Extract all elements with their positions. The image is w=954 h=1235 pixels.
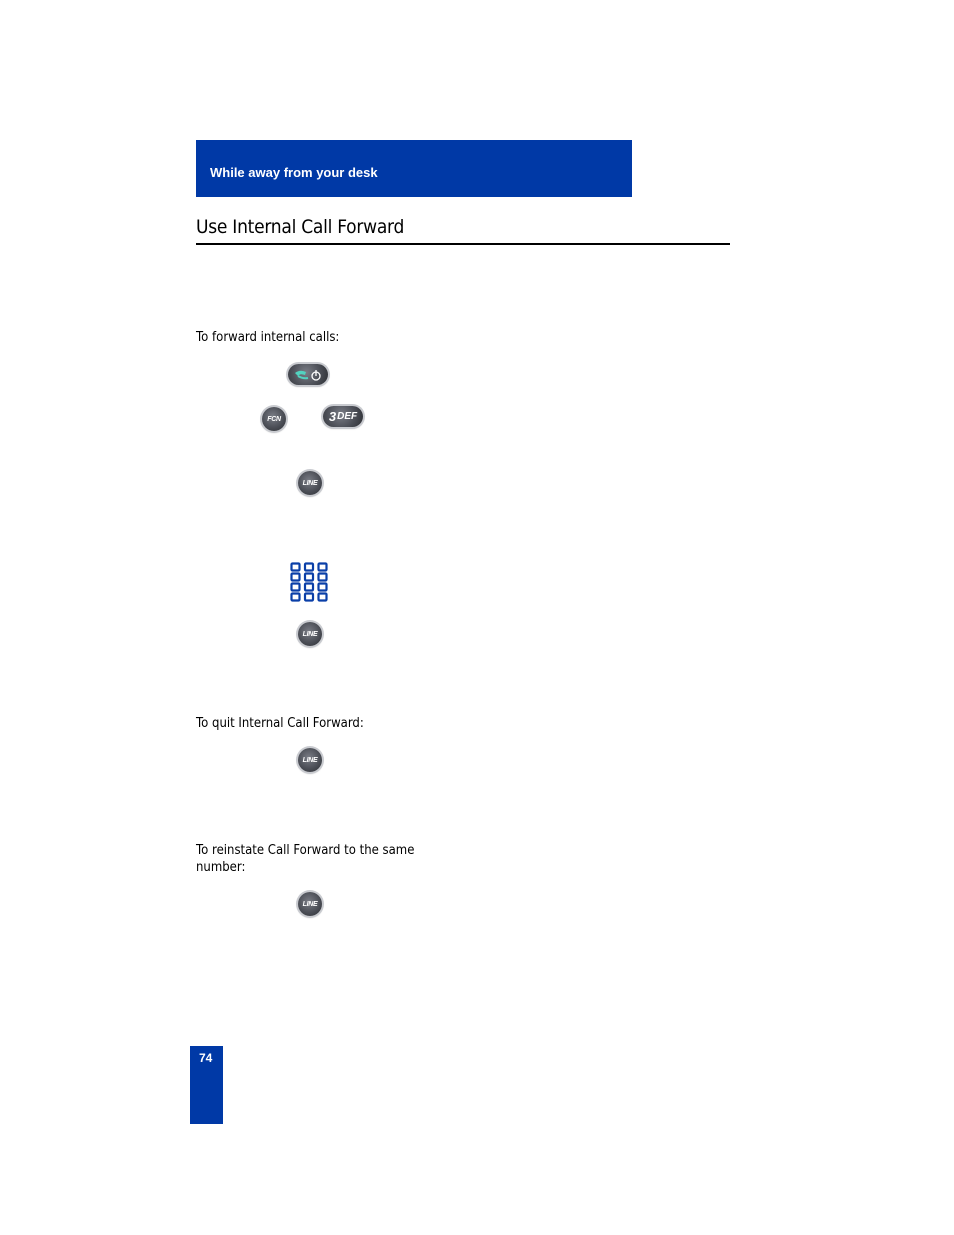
fcn-key-icon (262, 407, 286, 431)
page-number-tab (190, 1046, 223, 1124)
line-key-icon (298, 748, 322, 772)
handset-power-icon (291, 367, 325, 383)
page-title: Use Internal Call Forward (196, 216, 405, 238)
reinstate-heading (196, 842, 414, 876)
line-key-label: LINE (302, 479, 318, 487)
reinstate-heading-line1: To reinstate Call Forward to the same (196, 843, 415, 858)
line-key-icon (298, 892, 322, 916)
fcn-key-label: FCN (267, 415, 281, 423)
three-key-digit: 3 (328, 409, 337, 424)
page-number: 74 (199, 1051, 213, 1065)
three-key-letters: DEF (337, 411, 358, 422)
line-key-icon (298, 622, 322, 646)
section-header-band (196, 140, 632, 197)
line-key-label: LINE (302, 630, 318, 638)
handsfree-key-icon (288, 364, 328, 385)
line-key-label: LINE (302, 756, 318, 764)
dialpad-icon (290, 562, 328, 602)
quit-heading: To quit Internal Call Forward: (196, 716, 364, 731)
three-def-key-icon (323, 406, 363, 427)
line-key-icon (298, 471, 322, 495)
section-header-title: While away from your desk (210, 165, 378, 180)
title-divider (196, 243, 730, 245)
forward-heading: To forward internal calls: (196, 330, 340, 345)
line-key-label: LINE (302, 900, 318, 908)
reinstate-heading-line2: number: (196, 860, 246, 875)
